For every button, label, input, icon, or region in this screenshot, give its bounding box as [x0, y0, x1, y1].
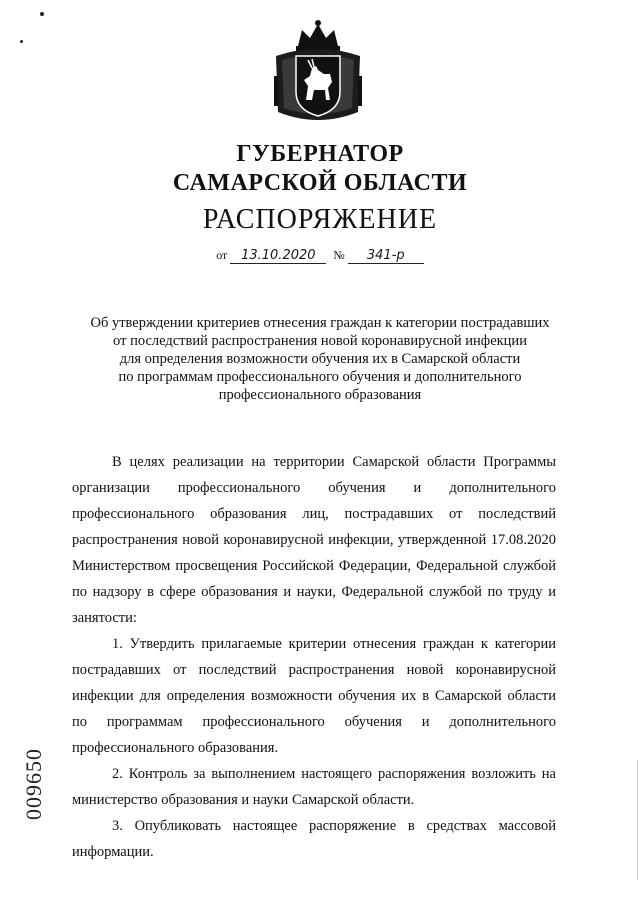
preamble-paragraph: В целях реализации на территории Самарской области Программы организации профессионального обучения и дополнительного профессионального образования лиц, пострадавших от последствий распространения новой коронавирусной инфекции, утвержденной 17.08.2020 Министерством просвещения Российской Федерации, Федеральной службой по надзору в сфере образования и науки, Федеральной службой по труду и занятости: — [72, 454, 556, 626]
number-prefix: № — [333, 248, 345, 262]
date-prefix: от — [216, 248, 228, 262]
subject-line: от последствий распространения новой коронавирусной инфекции — [113, 333, 527, 349]
authority-name — [0, 140, 640, 198]
authority-line-2: САМАРСКОЙ ОБЛАСТИ — [172, 170, 468, 196]
scan-speck — [20, 40, 23, 43]
number-field: 341-р — [348, 248, 424, 264]
subject-line: профессионального образования — [218, 387, 422, 403]
document-type: РАСПОРЯЖЕНИЕ — [202, 204, 438, 235]
samara-coat-of-arms-icon — [268, 16, 368, 126]
item-1-paragraph: 1. Утвердить прилагаемые критерии отнесения граждан к категории пострадавших от последствий распространения новой коронавирусной инфекции для определения возможности обучения их в Самарской области по программам профессионального обучения и дополнительного профессионального образования. — [72, 636, 556, 756]
authority-line-1: ГУБЕРНАТОР — [236, 141, 404, 167]
item-3-paragraph: 3. Опубликовать настоящее распоряжение в средствах массовой информации. — [72, 818, 556, 860]
document-body — [72, 449, 556, 865]
subject-line: для определения возможности обучения их в Самарской области — [119, 351, 521, 367]
item-2-paragraph: 2. Контроль за выполнением настоящего распоряжения возложить на министерство образования и науки Самарской области. — [72, 766, 556, 808]
margin-registration-number: 009650 — [21, 748, 46, 820]
date-field: 13.10.2020 — [230, 248, 326, 264]
scan-speck — [40, 12, 44, 16]
document-subject — [70, 314, 570, 404]
subject-line: Об утверждении критериев отнесения граждан к категории пострадавших — [90, 315, 550, 331]
subject-line: по программам профессионального обучения и дополнительного — [118, 369, 522, 385]
scan-edge-line — [637, 760, 638, 880]
date-number-line — [0, 248, 640, 264]
